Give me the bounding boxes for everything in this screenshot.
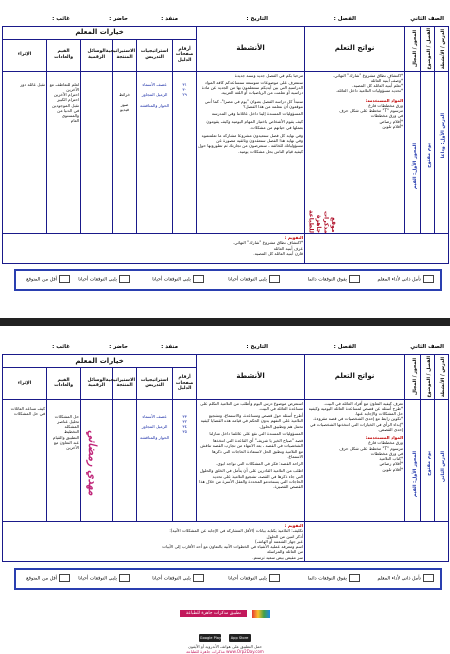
eval-self[interactable]: تأمل ذاتي لأداء المعلم: [378, 275, 435, 283]
col-lesson: الدرس / الأنشطة: [435, 27, 449, 72]
eval-meets-2[interactable]: يلبي التوقعات أحيانا: [152, 275, 204, 283]
materials-title: المواد المستخدمة:: [365, 435, 404, 441]
completed-label: منفذ :: [161, 16, 178, 22]
date-label: التاريخ :: [246, 16, 268, 22]
footer-logo-icon: [252, 610, 270, 618]
handwritten-signature: مهدي رمضاني: [85, 429, 99, 496]
col-outcomes: نواتج التعلم: [305, 355, 405, 400]
teacher-options-title: خيارات المعلم: [3, 27, 197, 40]
plan-table: [2, 354, 449, 562]
summary-text: تكليف: التلاميذ بكتابة بيانات (الأقل المشاركة في الإجابة عن المشكلات الآتية): أذكر اثنين من الحلول عبر جهاز الشعمة أو الهاتف) اسم ومعرفة عملية الأشياء في الخطوات الآتية بالتعاون مع أحد الأقارب إلى الأبيات من العائلة والمراسلة سر مقيض بيض سعيد ثرستم.: [162, 528, 304, 560]
outcome-3: *تكوين رابط مع إحدى الشخصيات في قصة مقروءة.: [313, 416, 404, 422]
strategy-used-cell: [113, 399, 137, 521]
page-separator: [0, 318, 450, 326]
eval-self[interactable]: تأمل ذاتي لأداء المعلم: [378, 574, 435, 582]
activity-6: اطلب من التلاميذ القادرين على أن يتأمل في الخلق والحلول التي جاء ذكرها في القصة، تشجيع التلاميذ على تحديد الحاجات التي يستخدمو المحددة والعقل الأسرة من خلال هذا القصص القصيرة.: [199, 468, 304, 490]
enrichment-cell: تقبل عائلة دور: [3, 71, 47, 233]
activity-4: المسؤوليات المسندة إلينا داخل عائلاتنا وفي المدرسة: [211, 111, 304, 117]
activity-4: قصة "صباح الخير يا شريف" أي القاعدة التي انتخذها الشخصيات في القصة ، بعد الانتهاء من تجارب القصة تناقش مع التلاميذ ونطبق الحل لاستعادة الحاجات التي ذكرها الاستماع.: [200, 438, 304, 459]
footer-banner: تطبيق مذكرات جاهزة للطباعة: [180, 610, 247, 617]
teacher-options-title: خيارات المعلم: [3, 355, 197, 368]
side-label-lesson: الدرس الأول: وداعا: [435, 71, 449, 233]
outcome-2: *وصف أبنية العائلة: [370, 77, 404, 83]
col-axis: المحور / المجال: [405, 355, 421, 400]
eval-meets-2[interactable]: يلبي التوقعات أحيانا: [152, 574, 204, 582]
activity-1: مرحبا بكم في الفصل جديد وسنة جديدة: [234, 72, 304, 78]
outcomes-cell: [305, 71, 405, 233]
eval-below[interactable]: أقل من المتوقع: [26, 574, 70, 582]
checkbox[interactable]: [349, 275, 360, 283]
col-pages: أرقام صفحات الدليل: [173, 39, 197, 71]
side-label-axis: المحور الأول: القيم: [405, 399, 421, 521]
checkbox[interactable]: [193, 574, 204, 582]
strategies-cell: عصف الأسماء الزميل المجاور الحوار والمناقشة: [137, 399, 173, 521]
activities-cell: [197, 71, 305, 233]
enrichment-cell: كيف تساعد العائلات في حل المشكلات: [3, 399, 47, 521]
checkbox[interactable]: [269, 275, 280, 283]
col-unit: الفصل / الموضوع: [421, 27, 435, 72]
checkbox[interactable]: [119, 275, 130, 283]
completed-label: منفذ :: [161, 344, 178, 350]
grade-label: الصف الثاني: [410, 344, 444, 350]
eval-exceeds[interactable]: يفوق التوقعات دائما: [308, 574, 360, 582]
side-label-lesson: الدرس الثاني: [435, 399, 449, 521]
values-cell: حل المشكلات تحليل عناصر المشكلة التخطيط التطبيق والقيام عند التعاون مع الأخرين: [47, 399, 81, 521]
col-strategies: استراتيجيات التدريس: [137, 39, 173, 71]
col-digital: الوسائل الرقمية: [81, 368, 113, 399]
checkbox[interactable]: [423, 574, 434, 582]
activity-1: استعرض موضوع درس اليوم وأطلب من التلاميذ التكلم على مساعدة العائلة في البيت.: [200, 400, 304, 411]
footer: [0, 603, 450, 654]
col-values: القيم والعادات: [47, 39, 81, 71]
eval-meets-3[interactable]: يلبي التوقعات أحيانا: [78, 574, 130, 582]
activity-3: المسؤوليات المسندة التي نقع على عائلتنا داخل منازلنا: [209, 430, 304, 436]
teacher-evaluation-bar: [14, 568, 442, 590]
checkbox[interactable]: [423, 275, 434, 283]
eval-meets-1[interactable]: يلبي التوقعات أحيانا: [228, 275, 280, 283]
col-activities: الأنشطة: [197, 355, 305, 400]
plan-header: [2, 14, 448, 24]
pages-cell: ٣١ ٣٠ ٢٩: [173, 71, 197, 233]
col-strategies: استراتيجيات التدريس: [137, 368, 173, 399]
checkbox[interactable]: [59, 574, 70, 582]
col-axis: المحور / المجال: [405, 27, 421, 72]
absent-label: غائب :: [52, 344, 70, 350]
present-label: حاضر :: [109, 344, 128, 350]
eval-exceeds[interactable]: يفوق التوقعات دائما: [308, 275, 360, 283]
col-enrichment: الإثراء: [3, 368, 47, 399]
outcome-1: تعرف كيفية التعاون مع أفراد العائلة في البيت.: [323, 400, 404, 406]
values-cell: لعلم للتعاطف مع الآخرين احترام الآخرين احترام الكبير تقبل الموجودين في الدنيا من والمستوى العام: [47, 71, 81, 233]
materials-title: المواد المستخدمة:: [365, 97, 404, 103]
materials-list: ورق مخططات فارغ مرسوم "T" مخطط على شكل حرف في ورق مخططات *أقلام رصاص *أقلام تلوين: [339, 102, 404, 129]
activity-5: كيف يقوم الأشخاص باختيار المهام اليومية وكيف يقومون بعملها في حياتهم من مشكلات.: [206, 119, 304, 130]
side-label-unit: يوم مفتوح: [421, 71, 435, 233]
eval-meets-3[interactable]: يلبي التوقعات أحيانا: [78, 275, 130, 283]
outcome-4: *إبداء الرأي في الخيارات التي انتخذتها الشخصيات في إحدى القصص.: [309, 421, 404, 432]
col-strategy-used: الاستيراتيجية المنتجة: [113, 39, 137, 71]
activity-2: ستتعرف على موضوعات متوسعة ستساعدكم كافة المواد الدراسية التي بين أيديكم ستتعلمون بها من الجديد عن مادة دراسية أو تعلمت من الرياضيات أو اللغة العربية.: [201, 79, 304, 96]
strategy-used-cell: خرائط صور فيديو: [113, 71, 137, 233]
watermark-text: موقع مذكرات جاهزة للطباعة: [307, 210, 338, 233]
app-store-button[interactable]: App Store: [229, 634, 251, 642]
blank-cell: [305, 234, 449, 264]
grade-label: الصف الثاني: [410, 16, 444, 22]
checkbox[interactable]: [349, 574, 360, 582]
checkbox[interactable]: [119, 574, 130, 582]
pages-cell: ٣٣ ٣٢ ٣٤ ٣٥: [173, 399, 197, 521]
present-label: حاضر :: [109, 16, 128, 22]
activity-2: أطرح أسئلة حول قصص ومساعدة، والاستماع، وتشجيع التلاميذ على التفهم بدون الحكم في قيامه هذه القضايا كيفية تحمل هم وتطبيق الحلول.: [200, 413, 304, 429]
summary-title: التقويم :: [284, 523, 304, 528]
summary-title: التقويم :: [284, 235, 304, 240]
absent-label: غائب :: [52, 16, 70, 22]
eval-meets-1[interactable]: يلبي التوقعات أحيانا: [228, 574, 280, 582]
plan-header: [2, 342, 448, 352]
checkbox[interactable]: [59, 275, 70, 283]
col-unit: الفصل / الموضوع: [421, 355, 435, 400]
activities-cell: [197, 399, 305, 521]
teacher-evaluation-bar: [14, 269, 442, 291]
footer-url[interactable]: www.Orp2Day.com مذكرات جاهزة للطباعة: [186, 649, 264, 654]
summary-text: *اكتشاف نطاق مشروع "شارك" التهائي. عرف أبنية العائلة قارن أبنية العائلة كل المصية.: [232, 240, 304, 256]
outcomes-cell: [305, 399, 405, 521]
outcome-4: *تحديد مسؤوليات التلاميذ داخل العائلة.: [335, 88, 404, 94]
side-label-unit: يوم مفتوح: [421, 399, 435, 521]
col-lesson: الدرس / الأنشطة: [435, 355, 449, 400]
strategies-cell: عصف الأسماء الزميل المجاور الحوار والمناقشة: [137, 71, 173, 233]
side-label-axis: المحور الأول: القيم: [405, 71, 421, 233]
col-digital: الوسائل الرقمية: [81, 39, 113, 71]
semester-label: الفصل :: [333, 16, 356, 22]
summary-cell: [3, 522, 305, 562]
summary-cell: [3, 234, 305, 264]
activity-3: ستبدأ كل دراسة الفصل بعنوان "يوم في مصرا"، كما أنني نتوقعون أن نتعلمه من هذا الفصل؟: [204, 98, 304, 109]
date-label: التاريخ :: [246, 344, 268, 350]
digital-cell: [81, 399, 113, 521]
activity-5: الراحة القصة: فكر في المشكلات التي تواجه ابوي.: [216, 461, 304, 467]
col-values: القيم والعادات: [47, 368, 81, 399]
outcome-1: *اكتشاف نطاق مشروع "شارك" التهائي.: [332, 72, 404, 78]
plan-table: [2, 26, 449, 264]
col-strategy-used: الاستيراتيجية المنتجة: [113, 368, 137, 399]
outcome-3: *تعلم أبنية العائلة كل المصية.: [352, 83, 404, 89]
footer-line: حمل التطبيق على هواتف الأندرويد أو الآيفون: [188, 644, 262, 649]
checkbox[interactable]: [269, 574, 280, 582]
col-enrichment: الإثراء: [3, 39, 47, 71]
col-activities: الأنشطة: [197, 27, 305, 72]
blank-cell: [305, 522, 449, 562]
digital-cell: [81, 71, 113, 233]
materials-list: ورق مخططات فارغ مرسوم "T" مخطط على شكل حرف في ورق مخططات *كتاب التلاميذ *أقلام رصاص *أقلام تلوين: [339, 440, 404, 472]
semester-label: الفصل :: [333, 344, 356, 350]
col-pages: أرقام صفحات الدليل: [173, 368, 197, 399]
outcome-2: *طرح أسئلة عن قصص لمساعدة العائلة اليومية وكيفية حل المشكلات والإجابة عنها.: [308, 405, 404, 417]
col-outcomes: نواتج التعلم: [305, 27, 405, 72]
eval-below[interactable]: أقل من المتوقع: [26, 275, 70, 283]
checkbox[interactable]: [193, 275, 204, 283]
google-play-button[interactable]: Google Play: [199, 636, 222, 640]
activity-6: وفي نهاية كل فصل ستعيدون مشروعا مشاركة ما تعلمتموه وفي نهاية هذا الفصل ستعقدون وثائقية مصورة عن مسؤولياتك للخائفة ، ستعرضون من تجارتك ثم تطورونها حول كيفية قيام الناس بحل مشكلات يومية.: [198, 132, 304, 154]
